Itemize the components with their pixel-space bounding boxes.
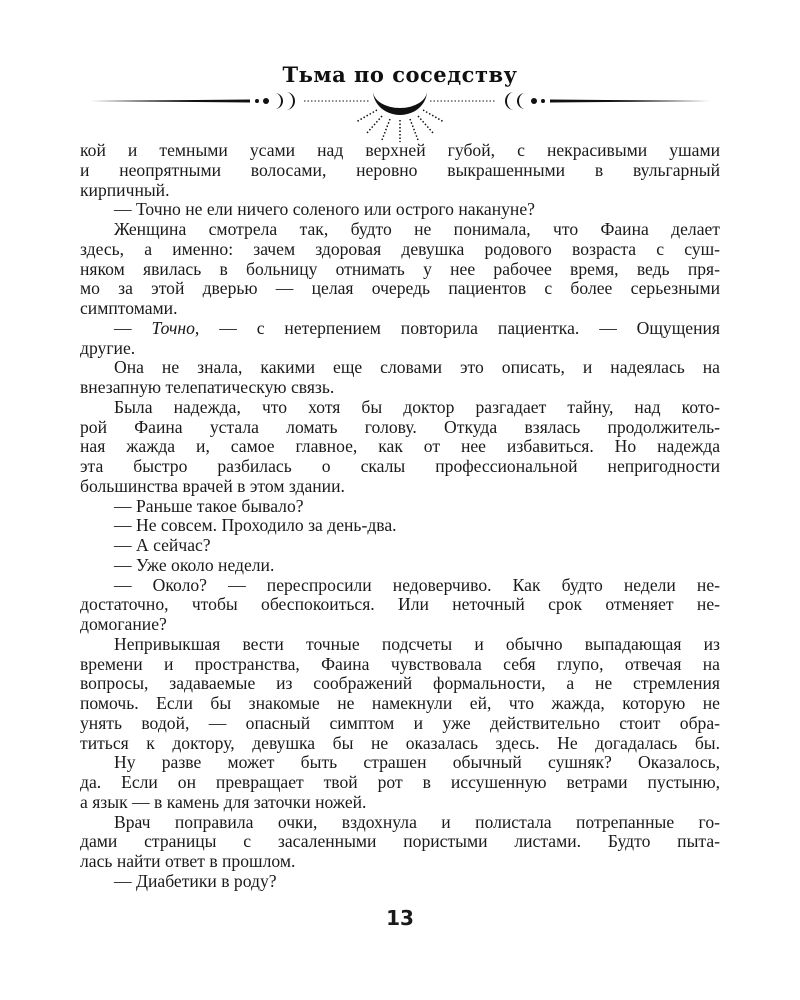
text-line: а язык — в камень для заточки ножей.: [80, 791, 367, 812]
text-line: другие.: [80, 337, 136, 358]
text-line: титься к доктору, девушка бы не оказалась здесь. Не догадалась бы.: [80, 732, 720, 753]
text-line: — Раньше такое бывало?: [114, 495, 304, 516]
text-line: да. Если он превращает твой рот в иссушенную ветрами пустыню,: [80, 772, 720, 792]
text-line: Она не знала, какими еще словами это описать, и надеялась на: [114, 357, 720, 378]
text-fragment: —: [114, 317, 152, 338]
right-rule: [550, 100, 710, 103]
text-line: унять водой, — опасный симптом и уже действительно стоит обра-: [80, 712, 720, 733]
text-line: [80, 319, 720, 339]
text-line: мо за этой дверью — целая очередь пациентов с более серьезными: [80, 278, 720, 299]
text-line: домогание?: [80, 614, 167, 634]
text-line: лась найти ответ в прошлом.: [80, 851, 296, 871]
text-line: рой Фаина устала ломать голову. Откуда взялась продолжитель-: [80, 416, 720, 437]
central-crescent-icon: [373, 91, 427, 115]
text-line: достаточно, чтобы обеспокоиться. Или неточный срок отменяет не-: [80, 594, 720, 615]
text-line: кой и темными усами над верхней губой, с некрасивыми ушами: [80, 140, 720, 160]
text-line: — Точно не ели ничего соленого или острого накануне?: [114, 199, 535, 220]
text-line: ная жажда и, самое главное, как от нее избавиться. Но надежда: [80, 436, 720, 457]
text-line: — Диабетики в роду?: [114, 870, 277, 891]
text-line: помочь. Если бы знакомые не намекнули ей, что жажда, которую не: [80, 693, 720, 713]
text-line: дами страницы с засаленными пористыми листами. Будто пыта-: [80, 831, 720, 852]
text-line: кирпичный.: [80, 179, 170, 200]
text-line: — Уже около недели.: [114, 554, 275, 575]
text-line: — Около? — переспросили недоверчиво. Как будто недели не-: [114, 574, 720, 595]
text-line: Непривыкшая вести точные подсчеты и обычно выпадающая из: [114, 633, 720, 654]
moon-ornament-divider: [90, 88, 710, 143]
text-line: — А сейчас?: [114, 535, 211, 555]
text-line: вопросы, задаваемые из соображений формальности, а не стремления: [80, 673, 720, 694]
running-title: Тьма по соседству: [282, 62, 518, 87]
text-line: симптомами.: [80, 298, 178, 318]
text-line: Была надежда, что хотя бы доктор разгадает тайну, над кото-: [114, 396, 720, 417]
text-line: Врач поправила очки, вздохнула и полистала потрепанные го-: [114, 811, 720, 832]
body-text: [80, 141, 720, 892]
text-line: внезапную телепатическую связь.: [80, 377, 335, 397]
page-number: 13: [386, 906, 414, 930]
text-line: эта быстро разбилась о скалы профессиональной непригодности: [80, 456, 720, 476]
text-line: времени и пространства, Фаина чувствовала себя глупо, отвечая на: [80, 653, 720, 674]
text-line: Ну разве может быть страшен обычный сушняк? Оказалось,: [114, 752, 720, 773]
left-rule: [90, 100, 250, 103]
text-line: здесь, а именно: зачем здоровая девушка родового возраста с суш-: [80, 238, 720, 259]
text-fragment: , — с нетерпением повторила пациентка. — Ощущения: [194, 317, 721, 338]
text-line: няком явилась в больницу отнимать у нее рабочее время, ведь пря-: [80, 258, 720, 279]
text-line: — Не совсем. Проходило за день-два.: [114, 515, 397, 536]
text-line: и неопрятными волосами, неровно выкрашенными в вульгарный: [80, 159, 720, 180]
italic-text: Точно: [151, 317, 195, 338]
text-line: Женщина смотрела так, будто не понимала, что Фаина делает: [114, 219, 720, 239]
text-line: большинства врачей в этом здании.: [80, 475, 345, 496]
